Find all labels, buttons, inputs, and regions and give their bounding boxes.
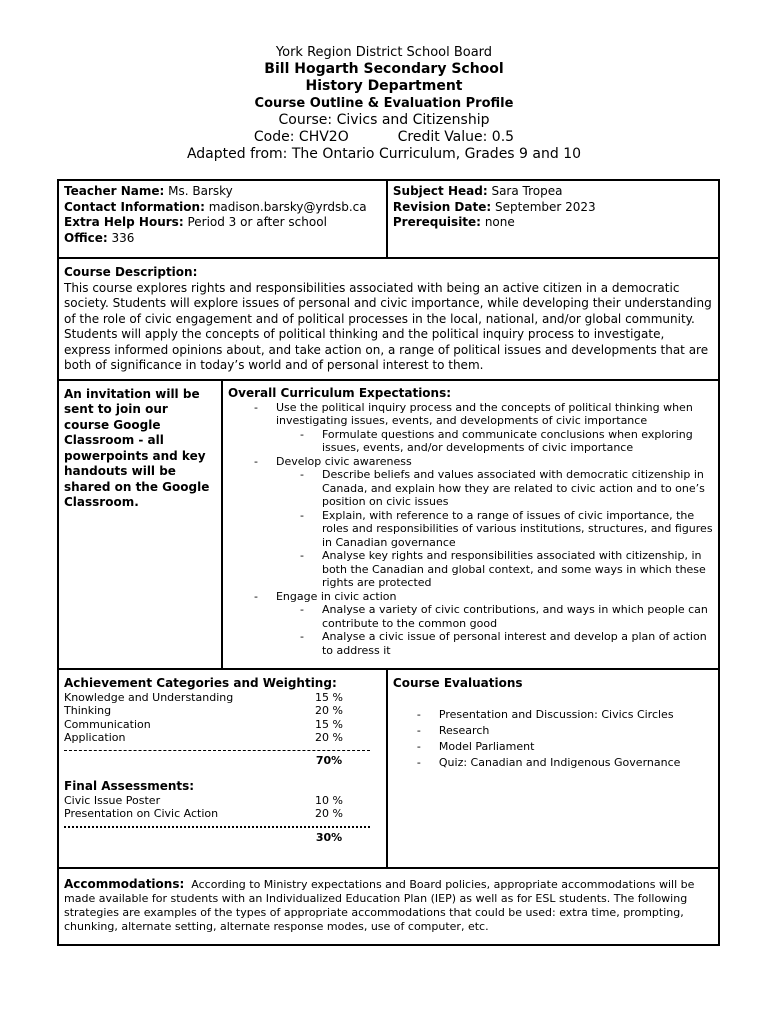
expectations-title: Overall Curriculum Expectations:: [227, 385, 452, 400]
teacher-email[interactable]: madison.barsky@yrdsb.ca: [208, 199, 367, 214]
expectations-row: [58, 380, 719, 669]
list-item: - Use the political inquiry process and the concepts of political thinking when investigating issues, events, and developments of civic importance: [228, 401, 713, 428]
accommodations-cell: [58, 868, 719, 945]
accommodations-row: [58, 868, 719, 945]
info-row: [58, 180, 719, 258]
evaluation-row: [58, 669, 719, 868]
prerequisite: none: [484, 215, 515, 229]
list-item: - Analyse key rights and responsibilities associated with citizenship, in both the Canadian and global context, and some ways in which these rights are protected: [228, 549, 713, 590]
list-item: - Model Parliament: [393, 739, 713, 755]
final-assessments-title: Final Assessments:: [64, 778, 195, 793]
list-item: - Explain, with reference to a range of issues of civic importance, the roles and responsibilities of various institutions, structures, and figures in Canadian governance: [228, 509, 713, 550]
list-item: - Describe beliefs and values associated with democratic citizenship in Canada, and explain how they are related to civic action and to one’s position on civic issues: [228, 468, 713, 509]
document-header: [0, 44, 768, 163]
board-name: York Region District School Board: [275, 45, 493, 60]
teacher-name: Ms. Barsky: [168, 184, 233, 198]
table-row: Communication 15 %: [64, 717, 343, 731]
list-item: - Develop civic awareness: [228, 455, 713, 469]
table-row: Civic Issue Poster 10 %: [64, 793, 343, 807]
credit-value: Credit Value: 0.5: [397, 129, 515, 145]
table-row: Application 20 %: [64, 731, 343, 744]
final-total: 30%: [315, 830, 343, 844]
extra-help-hours: Period 3 or after school: [187, 215, 327, 229]
course-evaluations-title: Course Evaluations: [392, 675, 523, 690]
list-item: - Analyse a civic issue of personal interest and develop a plan of action to address it: [228, 630, 713, 657]
revision-date: September 2023: [495, 199, 596, 214]
office-number: 336: [111, 230, 135, 245]
list-item: - Engage in civic action: [228, 590, 713, 604]
table-row: Thinking 20 %: [64, 704, 343, 717]
department-name: History Department: [305, 78, 463, 94]
list-item: - Research: [393, 723, 713, 739]
school-name: Bill Hogarth Secondary School: [264, 61, 504, 77]
achievement-title: Achievement Categories and Weighting:: [64, 675, 337, 690]
list-item: - Formulate questions and communicate conclusions when exploring issues, events, and/or developments of civic importance: [228, 428, 713, 455]
document-title: Course Outline & Evaluation Profile: [254, 96, 514, 111]
list-item: - Analyse a variety of civic contributions, and ways in which people can contribute to the common good: [228, 603, 713, 630]
course-evaluations-list: [393, 707, 713, 771]
subject-head: Sara Tropea: [491, 184, 563, 198]
subject-info-cell: Subject Head: Sara Tropea Revision Date: September 2023 Prerequisite: none: [387, 180, 719, 258]
course-description-cell: [58, 258, 719, 380]
expectations-cell: [222, 380, 719, 669]
table-row: Presentation on Civic Action 20 %: [64, 807, 343, 820]
adapted-from: Adapted from: The Ontario Curriculum, Grades 9 and 10: [186, 146, 582, 162]
description-row: [58, 258, 719, 380]
course-name: Course: Civics and Citizenship: [278, 112, 490, 128]
google-classroom-note: An invitation will be sent to join our course Google Classroom - all powerpoints and key handouts will be shared on the Google Classroom.: [58, 380, 222, 669]
achievement-cell: [58, 669, 387, 868]
achievement-total: 70%: [315, 753, 343, 767]
course-description-text: This course explores rights and responsibilities associated with being an active citizen in a democratic society. Students will explore issues of personal and civic importance, while developing their understanding of the role of civic engagement and of political processes in the local, national, and/or global community. Students will apply the concepts of political thinking and the political inquiry process to investigate, express informed opinions about, and take action on, a range of political issues and developments that are both of significance in today’s world and of personal interest to them.: [64, 280, 712, 372]
course-evaluations-cell: [387, 669, 719, 868]
list-item: - Quiz: Canadian and Indigenous Governance: [393, 755, 713, 771]
course-description-title: Course Description:: [64, 265, 198, 279]
table-row: Knowledge and Understanding 15 %: [64, 690, 343, 704]
expectations-list: [228, 401, 713, 658]
list-item: - Presentation and Discussion: Civics Circles: [393, 707, 713, 723]
accommodations-text: According to Ministry expectations and Board policies, appropriate accommodations will be made available for students with an Individualized Education Plan (IEP) as well as for ESL students. The following strategies are examples of the types of appropriate accommodations that could be used: extra time, prompting, chunking, alternate setting, alternate response modes, use of computer, etc.: [64, 877, 695, 933]
accommodations-label: Accommodations:: [64, 876, 185, 891]
teacher-info-cell: Teacher Name: Ms. Barsky Contact Information: madison.barsky@yrdsb.ca Extra Help Hours: Period 3 or after school Office: 336: [58, 180, 387, 258]
course-code: Code: CHV2O: [253, 129, 349, 145]
course-outline-table: [57, 179, 720, 946]
course-code-line: [0, 129, 768, 146]
